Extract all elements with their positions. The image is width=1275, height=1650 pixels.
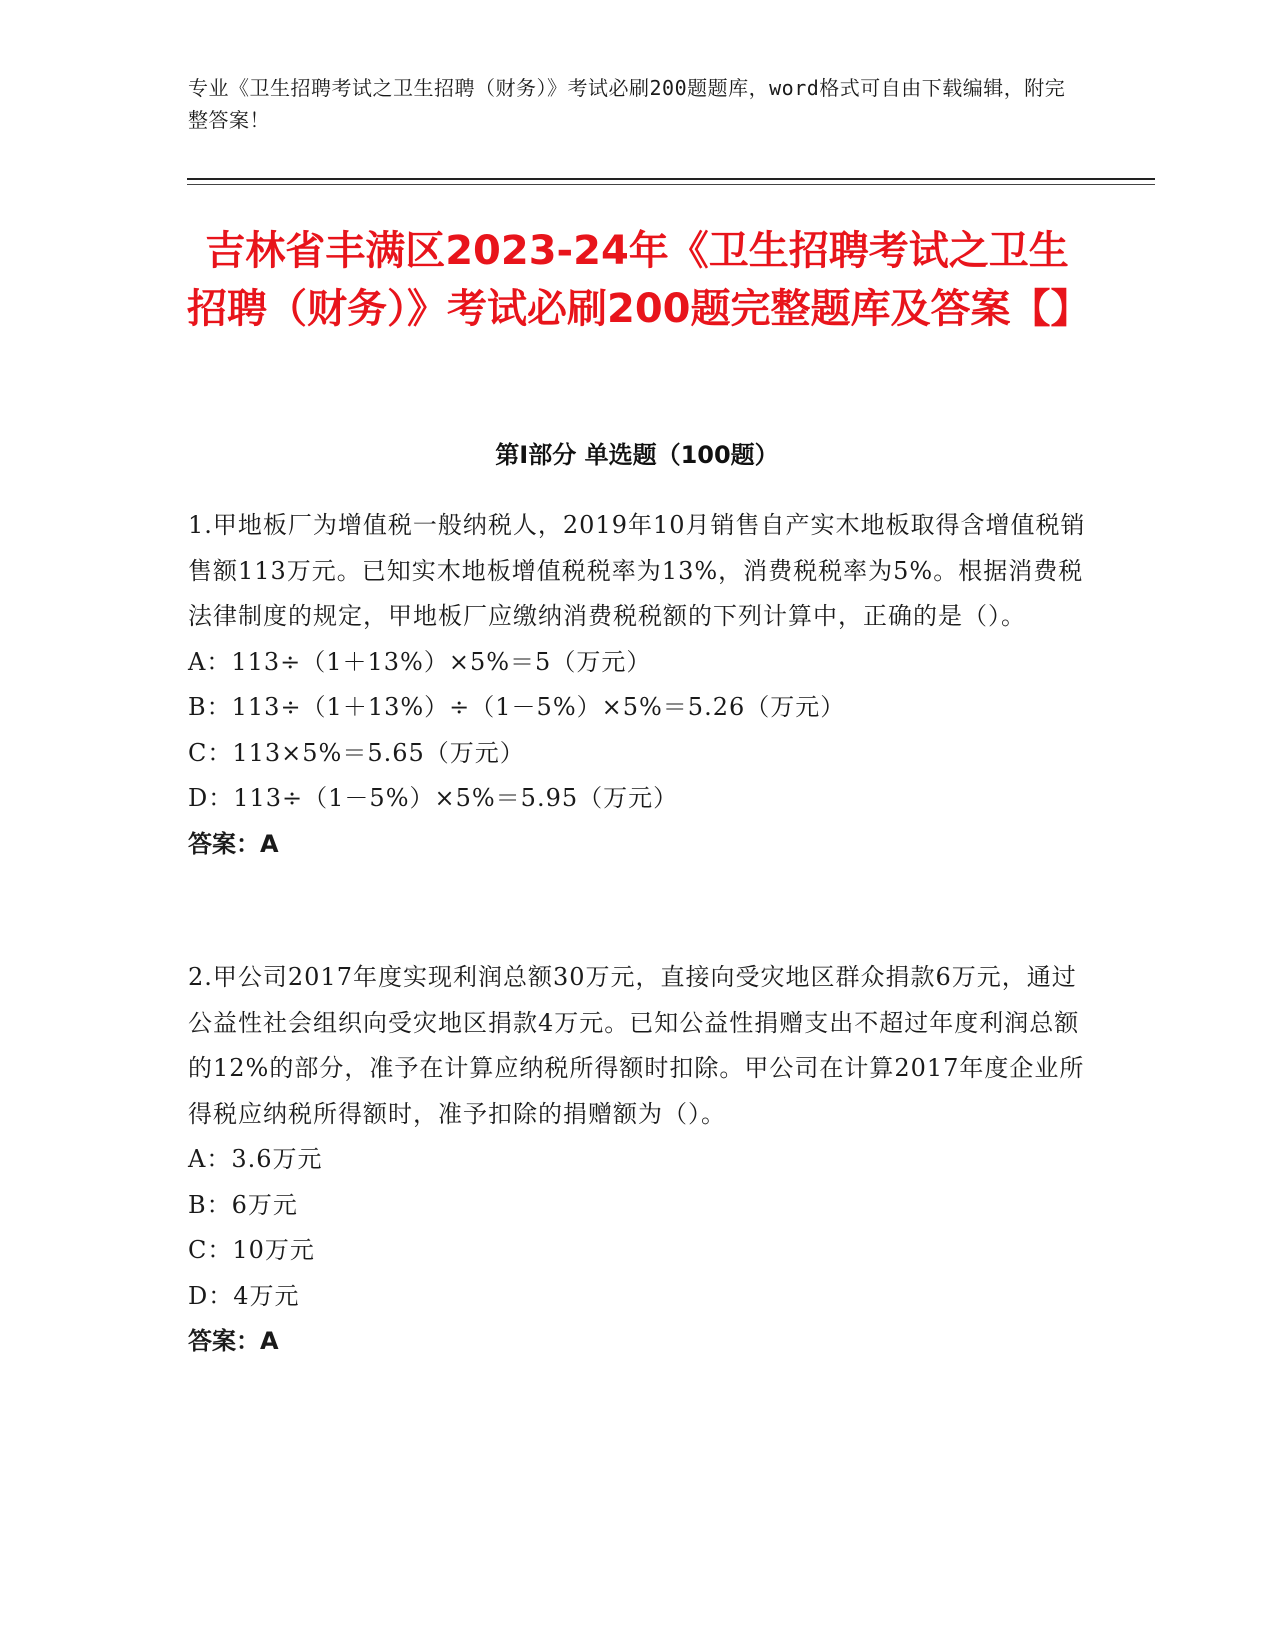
option-b: B：6万元 [188, 1190, 298, 1219]
option-c: C：10万元 [188, 1236, 315, 1264]
header-rule-thin [187, 184, 1155, 185]
answer-line: 答案：A [188, 1327, 279, 1355]
header-rule-thick [187, 178, 1155, 180]
option-a: A：113÷（1＋13%）×5%＝5（万元） [188, 647, 652, 676]
answer-line: 答案：A [188, 829, 279, 858]
header-note: 专业《卫生招聘考试之卫生招聘（财务）》考试必刷200题题库，word格式可自由下载编辑，附完整答案！ [188, 76, 1066, 132]
option-d: D：4万元 [188, 1281, 300, 1310]
question-stem: 2.甲公司2017年度实现利润总额30万元，直接向受灾地区群众捐款6万元，通过公益性社会组织向受灾地区捐款4万元。已知公益性捐赠支出不超过年度利润总额的12%的部分，准予在计算应纳税所得额时扣除。甲公司在计算2017年度企业所得税应纳税所得额时，准予扣除的捐赠额为（）。 [188, 963, 1085, 1128]
document-title: 吉林省丰满区2023-24年《卫生招聘考试之卫生招聘（财务）》考试必刷200题完整题库及答案【】 [187, 228, 1091, 332]
question-1 [188, 503, 1088, 867]
option-a: A：3.6万元 [188, 1145, 323, 1173]
option-b: B：113÷（1＋13%）÷（1－5%）×5%＝5.26（万元） [188, 693, 846, 721]
question-2 [188, 955, 1088, 1365]
section-heading: 第I部分 单选题（100题） [495, 441, 779, 469]
option-c: C：113×5%＝5.65（万元） [188, 738, 525, 767]
option-d: D：113÷（1－5%）×5%＝5.95（万元） [188, 784, 679, 812]
question-stem: 1.甲地板厂为增值税一般纳税人，2019年10月销售自产实木地板取得含增值税销售额113万元。已知实木地板增值税税率为13%，消费税税率为5%。根据消费税法律制度的规定，甲地板厂应缴纳消费税税额的下列计算中，正确的是（）。 [188, 511, 1086, 630]
